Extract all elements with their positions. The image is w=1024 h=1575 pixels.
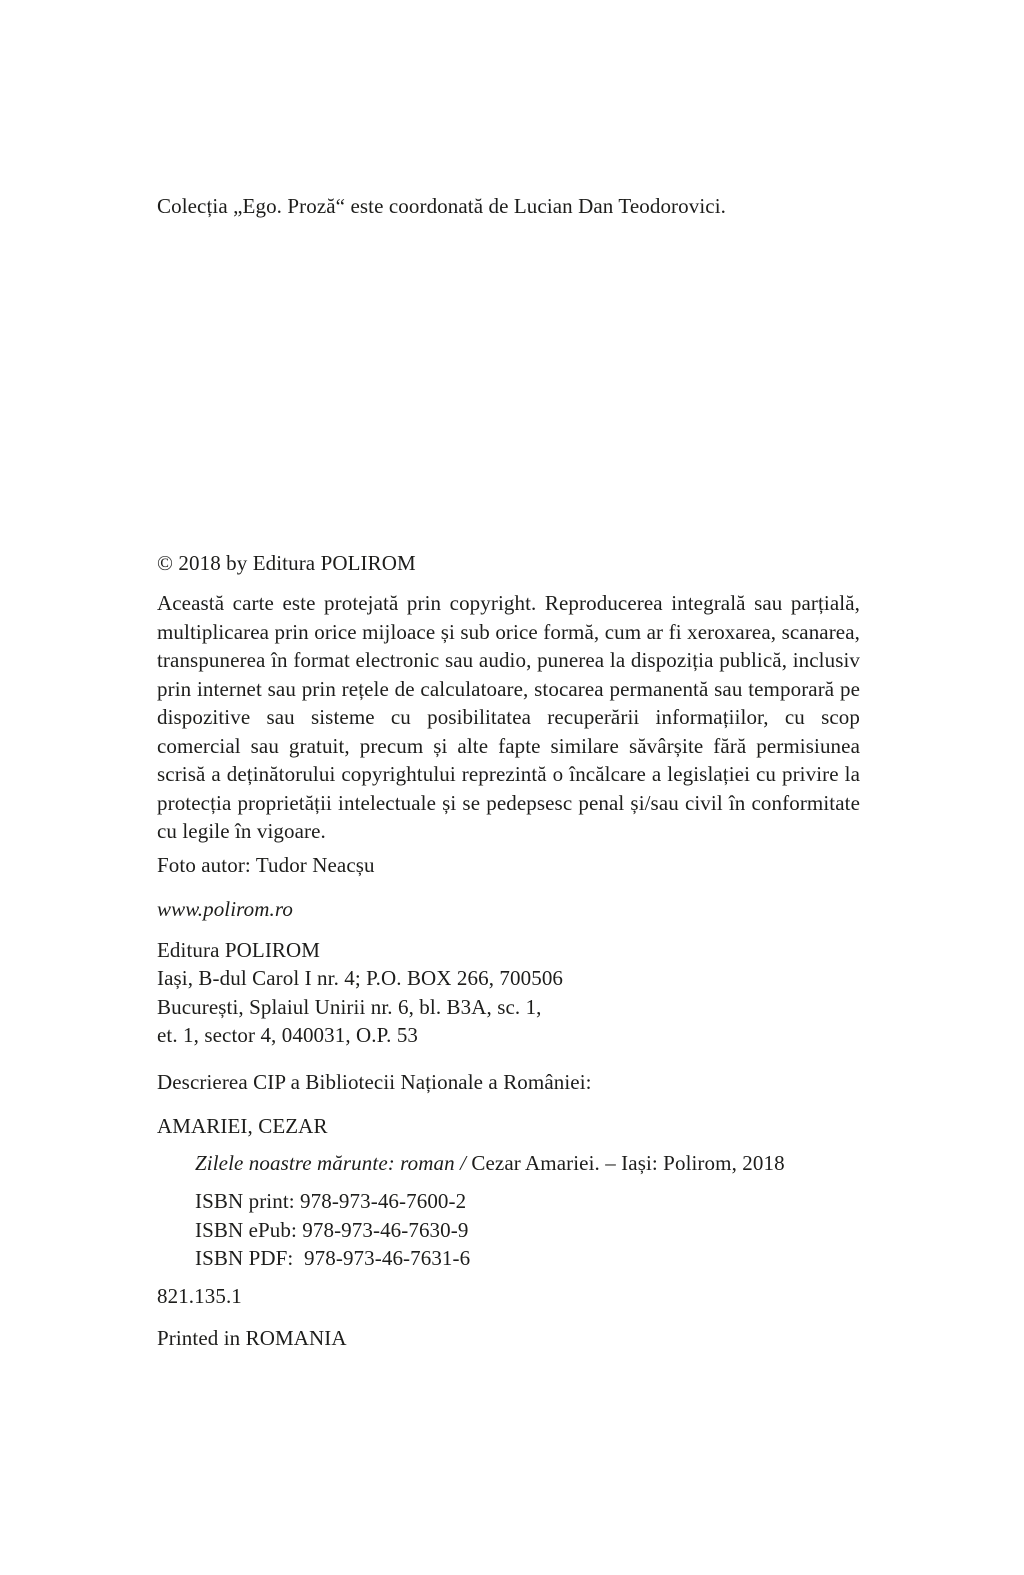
cip-title-italic: Zilele noastre mărunte: roman / bbox=[195, 1150, 472, 1175]
cip-title bbox=[157, 1149, 860, 1178]
publisher-name: Editura POLIROM bbox=[157, 937, 321, 962]
cip-author: AMARIEI, CEZAR bbox=[157, 1114, 328, 1138]
udc-code: 821.135.1 bbox=[157, 1283, 242, 1308]
publisher-block bbox=[157, 936, 860, 1050]
isbn-block bbox=[157, 1187, 860, 1273]
isbn-line: ISBN print: 978-973-46-7600-2 bbox=[195, 1189, 467, 1213]
website-line: www.polirom.ro bbox=[157, 897, 293, 921]
isbn-line: ISBN PDF: 978-973-46-7631-6 bbox=[195, 1246, 471, 1270]
publisher-address-line: Iași, B-dul Carol I nr. 4; P.O. BOX 266, 700506 bbox=[157, 966, 564, 990]
cip-heading: Descrierea CIP a Bibliotecii Naționale a României: bbox=[157, 1069, 592, 1094]
cip-title-regular: Cezar Amariei. – Iași: Polirom, 2018 bbox=[471, 1150, 785, 1175]
printed-in-line: Printed in ROMANIA bbox=[157, 1326, 347, 1350]
photo-credit-line: Foto autor: Tudor Neacșu bbox=[157, 852, 375, 877]
publisher-address-line: et. 1, sector 4, 040031, O.P. 53 bbox=[157, 1023, 419, 1047]
copyright-line: © 2018 by Editura POLIROM bbox=[157, 550, 416, 575]
publisher-address-line: București, Splaiul Unirii nr. 6, bl. B3A, sc. 1, bbox=[157, 994, 542, 1019]
copyright-paragraph: Această carte este protejată prin copyright. Reproducerea integrală sau parțială, multiplicarea prin orice mijloace și sub orice formă, cum ar fi xeroxarea, scanarea, transpunerea în format electronic sau audio, punerea la dispoziția publică, inclusiv prin internet sau prin rețele de calculatoare, stocarea permanentă sau temporară pe dispozitive sau sisteme cu posibilitatea recuperării informațiilor, cu scop comercial sau gratuit, precum și alte fapte similare săvârșite fără permisiunea scrisă a deținătorului copyrightului reprezintă o încălcare a legislației cu privire la protecția proprietății intelectuale și se pedepsesc penal și/sau civil în conformitate cu legile în vigoare. bbox=[157, 591, 860, 843]
collection-line: Colecția „Ego. Proză“ este coordonată de Lucian Dan Teodorovici. bbox=[157, 194, 726, 218]
isbn-line: ISBN ePub: 978-973-46-7630-9 bbox=[195, 1217, 469, 1242]
